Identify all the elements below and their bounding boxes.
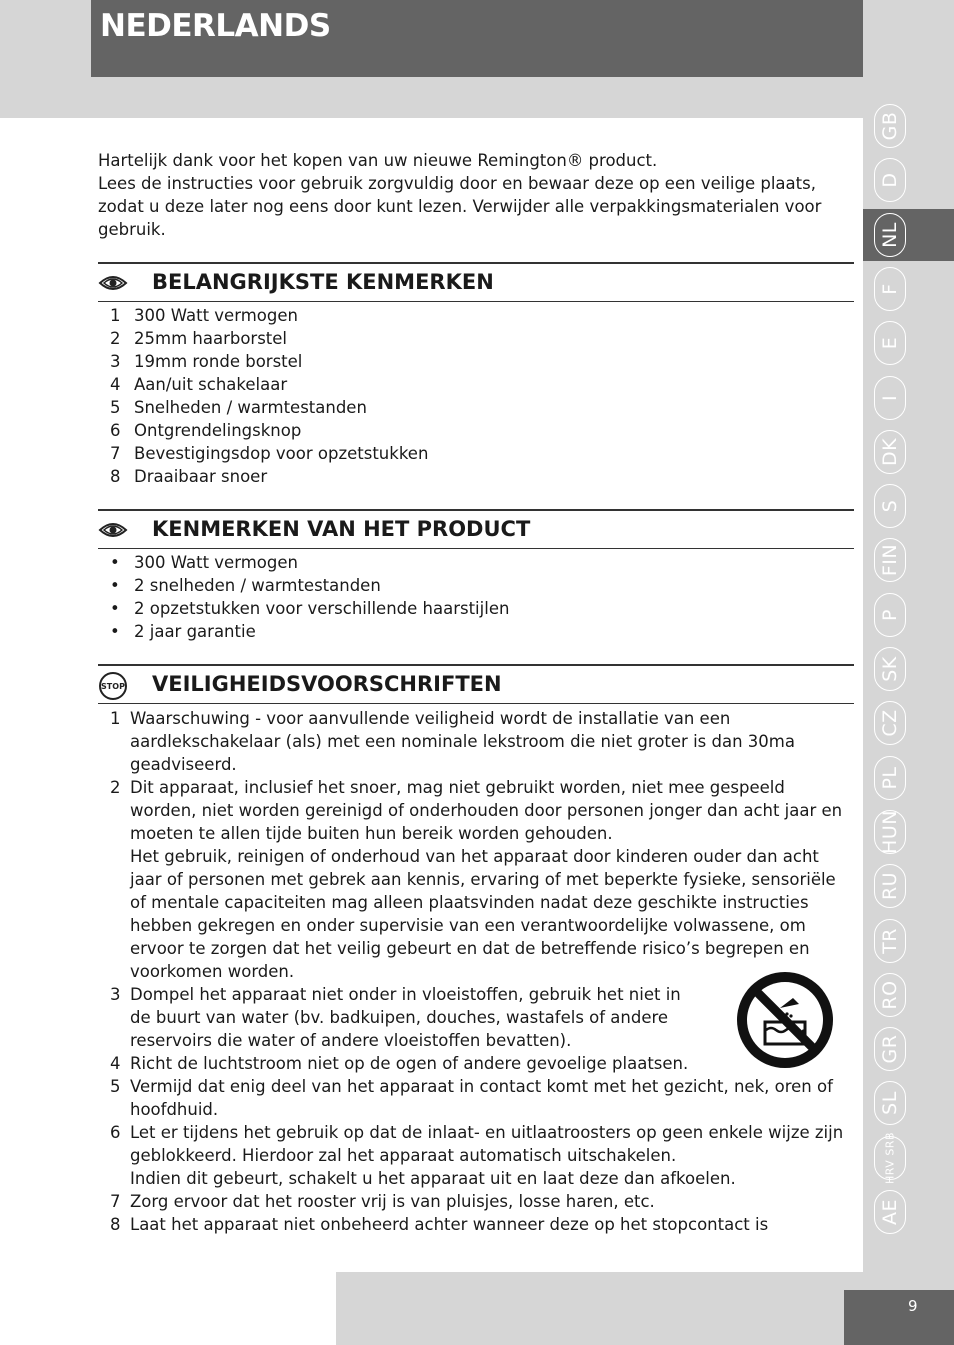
language-tab-label: NL: [879, 221, 901, 248]
language-tab[interactable]: [863, 426, 921, 478]
section-header-product: [98, 509, 854, 549]
safety-item: [110, 1213, 855, 1236]
intro-line: Lees de instructies voor gebruik zorgvuldig door en bewaar deze op een veilige plaats, zodat u deze later nog eens door kunt lezen. Verwijder alle verpakkingsmaterialen voor gebruik.: [98, 174, 822, 239]
safety-text: Vermijd dat enig deel van het apparaat in contact komt met het gezicht, nek, oren of hoofdhuid.: [130, 1077, 833, 1119]
language-tab-label: F: [879, 283, 901, 295]
stop-icon: [98, 671, 128, 701]
item-number: 3: [110, 352, 121, 371]
list-item: [110, 396, 428, 419]
item-text: 25mm haarborstel: [134, 329, 288, 348]
page-number: 9: [908, 1297, 918, 1315]
list-item: [110, 419, 428, 442]
list-item: [110, 574, 509, 597]
item-number: 5: [110, 1077, 121, 1096]
item-number: 6: [110, 1123, 121, 1142]
language-tab-label: FIN: [879, 544, 901, 577]
language-tab-label: HRV SRB: [883, 1131, 897, 1184]
section-title: KENMERKEN VAN HET PRODUCT: [152, 517, 531, 541]
safety-item: [110, 707, 855, 776]
language-tab-label: TR: [879, 927, 901, 954]
language-tab[interactable]: [863, 480, 921, 532]
language-tab[interactable]: [863, 806, 921, 858]
safety-text: Laat het apparaat niet onbeheerd achter wanneer deze op het stopcontact is: [130, 1215, 769, 1234]
safety-item: [110, 1121, 855, 1190]
language-tab[interactable]: [863, 860, 921, 912]
item-number: 8: [110, 467, 121, 486]
bullet: •: [110, 622, 120, 641]
safety-text: Waarschuwing - voor aanvullende veiligheid wordt de installatie van een aardlekschakelaar (als) met een nominale lekstroom die niet groter is dan 30ma geadviseerd.: [130, 709, 795, 774]
safety-text: Let er tijdens het gebruik op dat de inlaat- en uitlaatroosters op geen enkele wijze zijn geblokkeerd. Hierdoor zal het apparaat automatisch uitschakelen.: [130, 1123, 844, 1165]
language-tab-label: GR: [879, 1034, 901, 1064]
item-text: 300 Watt vermogen: [134, 553, 298, 572]
stop-icon-text: STOP: [101, 682, 125, 691]
language-tab-label: P: [879, 608, 901, 621]
intro: [98, 149, 838, 241]
eye-icon: [98, 272, 128, 294]
list-item: [110, 373, 428, 396]
list-item: [110, 442, 428, 465]
list-item: [110, 350, 428, 373]
safety-text: Zorg ervoor dat het rooster vrij is van pluisjes, losse haren, etc.: [130, 1192, 655, 1211]
list-item: [110, 465, 428, 488]
language-tab-label: SL: [879, 1091, 901, 1116]
language-tab[interactable]: [863, 263, 921, 315]
language-tab[interactable]: [863, 1132, 921, 1184]
safety-item: [110, 1190, 855, 1213]
item-number: 2: [110, 329, 121, 348]
eye-icon: [98, 519, 128, 541]
language-tab[interactable]: [863, 100, 921, 152]
language-tab[interactable]: [863, 317, 921, 369]
item-text: 300 Watt vermogen: [134, 306, 298, 325]
language-tab-label: RO: [879, 980, 901, 1010]
page-header: [91, 0, 863, 77]
item-text: Aan/uit schakelaar: [134, 375, 288, 394]
list-item: [110, 327, 428, 350]
item-text: 2 jaar garantie: [134, 622, 256, 641]
language-tab[interactable]: [863, 372, 921, 424]
bullet: •: [110, 553, 120, 572]
language-tab[interactable]: [863, 534, 921, 586]
language-tab[interactable]: [863, 915, 921, 967]
list-item: [110, 304, 428, 327]
item-number: 1: [110, 306, 121, 325]
item-number: 4: [110, 1054, 121, 1073]
safety-text: Het gebruik, reinigen of onderhoud van het apparaat door kinderen ouder dan acht jaar of personen met gebrek aan kennis, ervaring of met beperkte fysieke, sensoriële of mentale capaciteiten mag alleen plaatsvinden nadat deze geschikte instructies hebben gekregen en onder supervisie van een verantwoordelijke volwassene, om ervoor te zorgen dat het veilig gebeurt en dat de betreffende risico’s begrepen en voorkomen worden.: [130, 847, 836, 981]
list-item: [110, 620, 509, 643]
item-text: 19mm ronde borstel: [134, 352, 303, 371]
features-list: [110, 304, 428, 488]
bullet: •: [110, 599, 120, 618]
item-text: Ontgrendelingsknop: [134, 421, 302, 440]
product-list: [110, 551, 509, 643]
language-tab[interactable]: [863, 643, 921, 695]
item-number: 2: [110, 778, 121, 797]
item-text: Bevestigingsdop voor opzetstukken: [134, 444, 429, 463]
section-header-safety: [98, 664, 854, 704]
language-tab-label: SK: [879, 656, 901, 682]
section-title: BELANGRIJKSTE KENMERKEN: [152, 270, 494, 294]
safety-text: Richt de luchtstroom niet op de ogen of andere gevoelige plaatsen.: [130, 1054, 689, 1073]
safety-item: [110, 1075, 855, 1121]
item-number: 6: [110, 421, 121, 440]
language-tab-label: RU: [879, 872, 901, 901]
item-text: Draaibaar snoer: [134, 467, 268, 486]
language-tab-label: PL: [879, 766, 901, 790]
language-tab-label: I: [879, 394, 901, 401]
language-tab[interactable]: [863, 1077, 921, 1129]
language-tab[interactable]: [863, 209, 954, 261]
item-number: 4: [110, 375, 121, 394]
safety-text: Dompel het apparaat niet onder in vloeistoffen, gebruik het niet in de buurt van water (bv. badkuipen, douches, wastafels of andere reservoirs die water of andere vloeistoffen bevatten).: [130, 985, 681, 1050]
language-tab-label: D: [879, 172, 901, 188]
item-number: 7: [110, 1192, 121, 1211]
language-tab[interactable]: [863, 1023, 921, 1075]
safety-item: [110, 776, 855, 983]
page-number-box: [844, 1290, 954, 1345]
item-number: 3: [110, 985, 121, 1004]
language-tab-label: S: [879, 499, 901, 513]
item-number: 1: [110, 709, 121, 728]
language-tab[interactable]: [863, 1186, 921, 1238]
item-number: 7: [110, 444, 121, 463]
list-item: [110, 597, 509, 620]
page-title: NEDERLANDS: [100, 8, 331, 44]
language-tab[interactable]: [863, 752, 921, 804]
item-text: Snelheden / warmtestanden: [134, 398, 367, 417]
language-tab-label: DK: [879, 437, 901, 466]
language-tab-label: HUN: [879, 809, 901, 854]
language-tab-label: CZ: [879, 709, 901, 737]
safety-text: Indien dit gebeurt, schakelt u het apparaat uit en laat deze dan afkoelen.: [130, 1169, 736, 1188]
language-tab-label: E: [879, 336, 901, 350]
section-header-features: [98, 262, 854, 302]
section-title: VEILIGHEIDSVOORSCHRIFTEN: [152, 672, 502, 696]
item-number: 5: [110, 398, 121, 417]
item-text: 2 snelheden / warmtestanden: [134, 576, 381, 595]
bullet: •: [110, 576, 120, 595]
language-tab[interactable]: [863, 154, 921, 206]
item-text: 2 opzetstukken voor verschillende haarstijlen: [134, 599, 510, 618]
item-number: 8: [110, 1215, 121, 1234]
list-item: [110, 551, 509, 574]
language-tab-label: AE: [879, 1198, 901, 1226]
language-tab[interactable]: [863, 589, 921, 641]
intro-line: Hartelijk dank voor het kopen van uw nieuwe Remington® product.: [98, 151, 658, 170]
language-tab[interactable]: [863, 969, 921, 1021]
language-tab-label: GB: [879, 111, 901, 141]
footer-background: [0, 1272, 336, 1345]
no-immersion-icon: [735, 970, 835, 1070]
safety-text: Dit apparaat, inclusief het snoer, mag niet gebruikt worden, niet mee gespeeld worden, niet worden gereinigd of onderhouden door personen jonger dan acht jaar en moeten te allen tijde buiten hun bereik worden gehouden.: [130, 778, 843, 843]
language-tab[interactable]: [863, 697, 921, 749]
